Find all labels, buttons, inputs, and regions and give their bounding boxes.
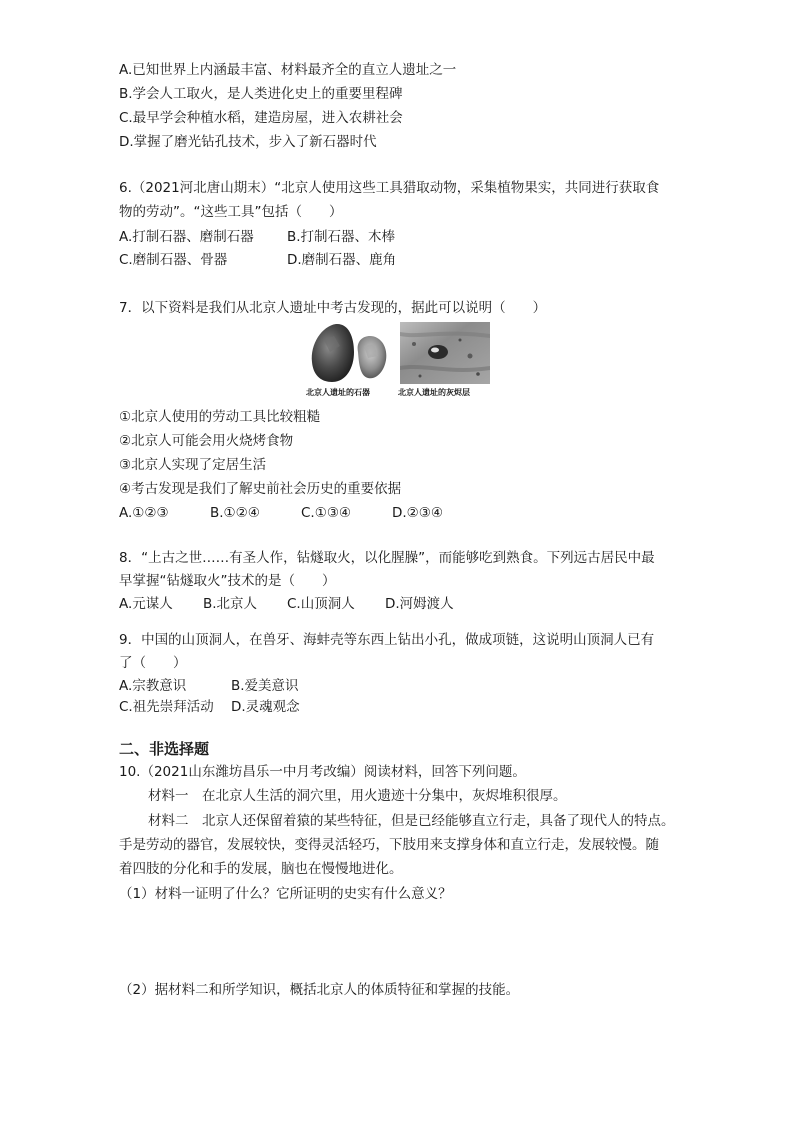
q9-options-row1 xyxy=(119,676,299,696)
q8-option-a: A.元谋人 xyxy=(119,596,173,612)
q6-options-row1 xyxy=(119,227,395,247)
q7-statement-4: ④考古发现是我们了解史前社会历史的重要依据 xyxy=(119,481,402,497)
q10-subquestion-2: （2）据材料二和所学知识，概括北京人的体质特征和掌握的技能。 xyxy=(119,982,520,998)
q7-option-a: A.①②③ xyxy=(119,505,169,521)
q7-options xyxy=(119,503,443,523)
q6-option-a: A.打制石器、磨制石器 xyxy=(119,229,254,245)
q9-option-b: B.爱美意识 xyxy=(231,678,299,694)
q8-stem-line2: 早掌握“钻燧取火”技术的是（ ） xyxy=(119,573,336,589)
q6-options-row2 xyxy=(119,250,396,270)
q7-option-b: B.①②④ xyxy=(210,505,260,521)
q6-stem-line1: 6.（2021河北唐山期末）“北京人使用这些工具猎取动物，采集植物果实，共同进行获取食 xyxy=(119,180,660,196)
q9-option-d: D.灵魂观念 xyxy=(231,699,300,715)
q9-stem-line1: 9．中国的山顶洞人，在兽牙、海蚌壳等东西上钻出小孔，做成项链，这说明山顶洞人已有 xyxy=(119,632,655,648)
stone-tool-image xyxy=(304,322,390,384)
q6-option-d: D.磨制石器、鹿角 xyxy=(287,252,397,268)
q8-stem-line1: 8．“上古之世……有圣人作，钻燧取火，以化腥臊”，而能够吃到熟食。下列远古居民中最 xyxy=(119,550,655,566)
caption-ash-layer: 北京人遗址的灰烬层 xyxy=(398,388,470,397)
section-title-non-choice: 二、非选择题 xyxy=(119,740,210,758)
q7-statement-3: ③北京人实现了定居生活 xyxy=(119,457,267,473)
q7-figure xyxy=(304,322,490,402)
q8-option-c: C.山顶洞人 xyxy=(287,596,355,612)
q10-subquestion-1: （1）材料一证明了什么？它所证明的史实有什么意义？ xyxy=(119,886,452,902)
q5-option-d: D.掌握了磨光钻孔技术，步入了新石器时代 xyxy=(119,134,377,150)
q10-stem: 10.（2021山东潍坊昌乐一中月考改编）阅读材料，回答下列问题。 xyxy=(119,764,526,780)
q8-options xyxy=(119,594,454,614)
q5-option-c: C.最早学会种植水稻，建造房屋，进入农耕社会 xyxy=(119,110,403,126)
q10-material-2-line1: 材料二 北京人还保留着猿的某些特征，但是已经能够直立行走，具备了现代人的特点。 xyxy=(148,813,675,829)
q6-stem-line2: 物的劳动”。“这些工具”包括（ ） xyxy=(119,204,343,220)
q7-option-c: C.①③④ xyxy=(301,505,352,521)
q7-statement-2: ②北京人可能会用火烧烤食物 xyxy=(119,433,294,449)
q9-stem-line2: 了（ ） xyxy=(119,655,187,671)
q8-option-d: D.河姆渡人 xyxy=(385,596,454,612)
q9-options-row2 xyxy=(119,697,300,717)
q9-option-c: C.祖先崇拜活动 xyxy=(119,699,214,715)
q10-material-2-line3: 着四肢的分化和手的发展，脑也在慢慢地进化。 xyxy=(119,861,403,877)
q7-option-d: D.②③④ xyxy=(392,505,443,521)
q10-material-1: 材料一 在北京人生活的洞穴里，用火遗迹十分集中，灰烬堆积很厚。 xyxy=(148,788,567,804)
q7-stem: 7．以下资料是我们从北京人遗址中考古发现的，据此可以说明（ ） xyxy=(119,300,547,316)
q5-option-a: A.已知世界上内涵最丰富、材料最齐全的直立人遗址之一 xyxy=(119,62,457,78)
q6-option-b: B.打制石器、木棒 xyxy=(287,229,396,245)
q9-option-a: A.宗教意识 xyxy=(119,678,187,694)
ash-layer-image xyxy=(400,322,490,384)
q6-option-c: C.磨制石器、骨器 xyxy=(119,252,228,268)
caption-stone-tool: 北京人遗址的石器 xyxy=(306,388,370,397)
q8-option-b: B.北京人 xyxy=(203,596,258,612)
q7-statement-1: ①北京人使用的劳动工具比较粗糙 xyxy=(119,409,321,425)
q10-material-2-line2: 手是劳动的器官，发展较快，变得灵活轻巧，下肢用来支撑身体和直立行走，发展较慢。随 xyxy=(119,837,659,853)
q5-option-b: B.学会人工取火，是人类进化史上的重要里程碑 xyxy=(119,86,403,102)
